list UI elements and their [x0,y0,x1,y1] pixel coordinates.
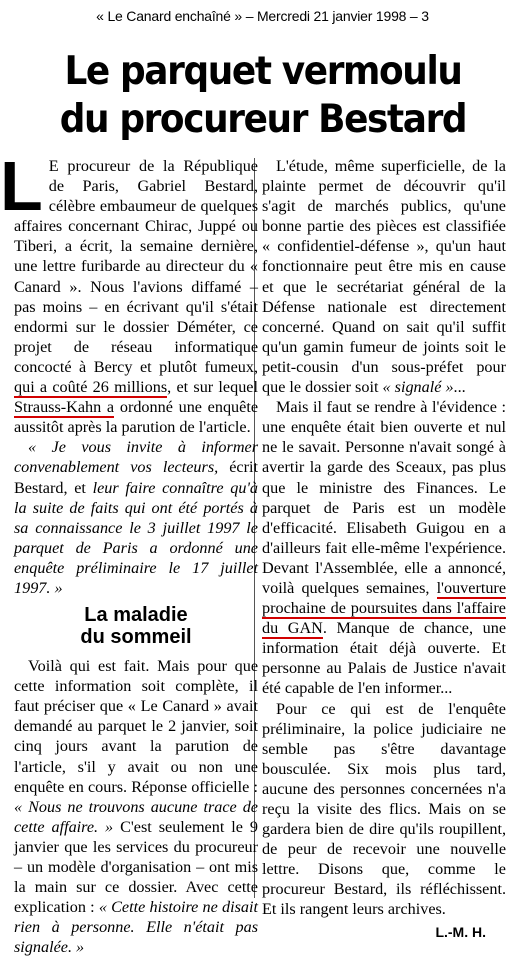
subheading-line-2: du sommeil [80,626,192,649]
paragraph-1-text-a: E procureur de la République de Paris, Gabriel Bestard, célèbre embaumeur de quelques affaires concernant Chirac, Juppé ou Tiberi, a écrit, la semaine dernière, une lettre furibarde au directeur du « Canard ». Nous l'avions diffamé – pas moins – en écrivant qu'il s'était endormi sur le dossier Déméter, ce projet de réseau informatique concocté à Bercy et plutôt fumeux, [14,157,258,376]
subheading [14,604,258,648]
paragraph-1 [0,147,259,437]
headline-line-2: du procureur Bestard [59,97,467,142]
article-column-right [262,156,506,942]
paragraph-3-text-b: C'est seulement le 9 janvier que les services du procureur – un modèle d'organisation – ont mis la main sur ce dossier. Avec cette explication : [14,817,258,917]
paragraph-3-text-a: Voilà qui est fait. Mais pour que cette information soit complète, il faut préciser que « Le Canard » avait demandé au parquet le 2 janvier, soit cinq jours avant la parution de l'article, s'il y avait ou non une enquête en cours. Réponse officielle : [14,657,258,796]
highlight-gan-affair: l'ouverture prochaine de poursuites dans l'affaire du GAN [262,578,506,638]
paragraph-3 [14,656,258,957]
quote-explanation: « Cette histoire ne disait rien à personne. Elle n'était pas signalée. » [14,898,258,957]
paragraph-2-text: écrit Bestard, et [14,458,258,497]
paragraph-5-text-a: Mais il faut se rendre à l'évidence : une enquête était bien ouverte et nul ne le savait. Personne n'avait songé à avertir la garde des Sceaux, pas plus que le ministre des Finances. Le parquet de Paris est un modèle d'efficacité. Elisabeth Guigou en a d'ailleurs fait elle-même l'expérience. Devant l'Assemblée, elle a annoncé, voilà quelques semaines, [262,398,506,597]
highlight-26-millions: qui a coûté 26 millions [14,378,168,397]
quote-signale: « signalé » [382,378,454,397]
quote-official-response: « Nous ne trouvons aucune trace de cette affaire. » [14,797,258,836]
paragraph-4 [262,156,506,397]
masthead: « Le Canard enchaîné » – Mercredi 21 janvier 1998 – 3 [96,8,429,24]
paragraph-1-text-c: ordonné une enquête aussitôt après la parution de l'article. [14,398,259,437]
quote-bestard-b: leur faire connaître qu'à la suite de faits qui ont été portés à sa connaissance le 3 juillet 1997 le parquet de Paris a ordonné une enquête préliminaire le 17 juillet 1997. » [14,478,259,597]
highlight-strauss-kahn: Strauss-Kahn a [14,398,115,417]
subheading-line-1: La maladie [84,604,188,627]
paragraph-4-text-a: L'étude, même superficielle, de la plainte permet de découvrir qu'il s'agit de marchés publics, qu'une bonne partie des pièces est classifiée « confidentiel-défense », qu'un haut fonctionnaire peut être mis en cause et que le secrétariat général de la Défense nationale est directement concerné. Quand on sait qu'il suffit qu'un gamin fumeur de joints soit le petit-cousin d'un sous-préfet pour que le dossier soit [262,157,506,397]
article-column-left [0,147,259,957]
quote-bestard-a: « Je vous invite à informer convenablement vos lecteurs, [14,438,258,477]
paragraph-5-text-b: . Manque de chance, une information était déjà ouverte. Et personne au Palais de Justice n'avait été capable de l'en informer... [262,619,507,698]
drop-cap: L [0,147,43,225]
paragraph-4-text-b: ... [453,378,466,397]
author-signature: L.-M. H. [435,923,486,940]
paragraph-1-text-b: , et sur lequel [167,378,258,397]
headline-line-1: Le parquet vermoulu [64,49,462,94]
paragraph-6: Pour ce qui est de l'enquête préliminaire, la police judiciaire ne semble pas s'être davantage bousculée. Six mois plus tard, aucune des personnes concernées n'a reçu la visite des flics. Mais on se gardera bien de dire qu'ils roupillent, de peur de recevoir une nouvelle lettre. Disons que, comme le procureur Bestard, ils réfléchissent. Et ils rangent leurs archives. [262,699,506,919]
paragraph-5 [262,397,506,698]
paragraph-2 [14,437,258,598]
